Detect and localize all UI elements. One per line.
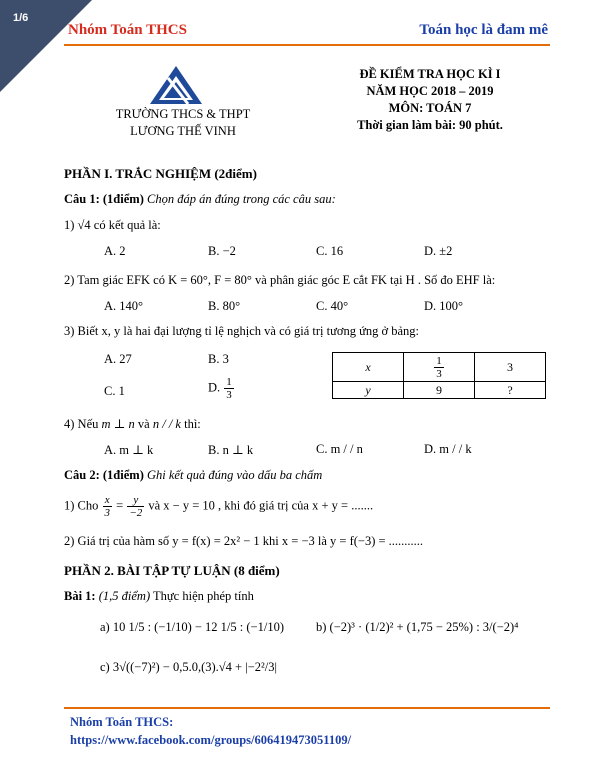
q1-1-prefix: 1) <box>64 218 78 232</box>
exercise1-a <box>100 620 284 635</box>
q1-3-option-c: C. 1 <box>104 384 125 398</box>
q1-3-option-d-label: D. <box>208 380 221 395</box>
q1-3-option-d-fraction: $\frac{1}{3}$ <box>226 376 232 401</box>
table-cell: ? <box>475 382 546 399</box>
exercise1-a-label: a) <box>100 620 110 634</box>
exercise1-heading <box>64 589 254 604</box>
table-row <box>333 353 546 382</box>
q2-2-text: 2) Giá trị của hàm số y = f(x) = 2x² − 1 khi x = −3 là y = f(−3) = ........... <box>64 534 424 548</box>
question2-heading <box>64 468 322 483</box>
table-cell: x <box>333 353 404 382</box>
exercise1-instruction: Thực hiện phép tính <box>153 589 254 603</box>
q1-4-text <box>64 416 201 432</box>
q2-1-fraction-x: $\frac{x}{3}$ <box>104 494 110 519</box>
q2-1-suffix: và x − y = 10 , khi đó giá trị của x + y = ....... <box>148 498 374 513</box>
q1-4-option-b: B. n ⊥ k <box>208 443 254 457</box>
school-logo-icon <box>148 64 204 106</box>
exam-title: ĐỀ KIỂM TRA HỌC KÌ I <box>359 67 501 81</box>
q1-3-option-d <box>208 376 235 401</box>
exercise1-b-expression: (−2)³ · (1/2)² + (1,75 − 25%) : 3/(−2)⁴ <box>329 620 519 634</box>
exam-subject: MÔN: TOÁN 7 <box>388 101 472 115</box>
q1-1-text <box>64 218 161 233</box>
table-cell: 3 <box>475 353 546 382</box>
q1-1-prompt: có kết quả là: <box>90 218 161 232</box>
q1-4-option-c: C. m / / n <box>316 442 363 456</box>
table-cell: $\frac{1}{3}$ <box>404 353 475 382</box>
school-name-line2: LƯƠNG THẾ VINH <box>130 124 236 138</box>
q1-3-option-b: B. 3 <box>208 352 229 366</box>
page-number: 1/6 <box>13 12 29 24</box>
q1-1-option-c: C. 16 <box>316 244 344 258</box>
q1-1-option-b: B. −2 <box>208 244 236 258</box>
q2-1-text <box>64 494 373 519</box>
header-group-name: Nhóm Toán THCS <box>68 22 187 38</box>
q2-1-fraction-y: $\frac{y}{-2}$ <box>129 494 143 519</box>
q1-2-text: 2) Tam giác EFK có K = 60°, F = 80° và phân giác góc E cắt FK tại H . Số đo EHF là: <box>64 273 496 287</box>
question2-instruction: Ghi kết quả đúng vào dấu ba chấm <box>146 468 323 482</box>
q1-4-prefix: 4) Nếu <box>64 417 102 431</box>
exercise1-c-label: c) <box>100 660 110 674</box>
q2-1-prefix: 1) Cho <box>64 498 99 513</box>
q1-1-option-d: D. ±2 <box>424 244 453 258</box>
q1-4-suffix: thì: <box>180 417 201 431</box>
q1-2-option-b: B. 80° <box>208 299 241 313</box>
exercise1-c-expression: 3√((−7)²) − 0,5.0,(3).√4 + |−2²/3| <box>112 660 277 674</box>
q1-1-expression: √4 <box>77 218 91 232</box>
exercise1-label: Bài 1: <box>64 589 96 603</box>
table-cell: y <box>333 382 404 399</box>
q1-4-option-a: A. m ⊥ k <box>104 443 154 457</box>
q1-1-option-a: A. 2 <box>104 244 126 258</box>
exercise1-c <box>100 660 277 675</box>
header-rule <box>64 44 550 46</box>
footer-rule <box>64 707 550 709</box>
question2-label: Câu 2: (1điểm) <box>64 468 144 482</box>
q1-4-expr2: n / / k <box>152 417 181 431</box>
question1-heading <box>64 192 336 207</box>
q2-1-equals: = <box>116 498 124 513</box>
footer-group-link[interactable]: https://www.facebook.com/groups/606419473051109/ <box>70 733 352 747</box>
question1-label: Câu 1: (1điểm) <box>64 192 144 206</box>
exercise1-a-expression: 10 1/5 : (−1/10) − 12 1/5 : (−1/10) <box>112 620 284 634</box>
q1-3-text: 3) Biết x, y là hai đại lượng tỉ lệ nghịch và có giá trị tương ứng ở bảng: <box>64 324 420 338</box>
exercise1-score: (1,5 điểm) <box>98 589 151 603</box>
exam-duration: Thời gian làm bài: 90 phút. <box>357 118 503 132</box>
part1-title: PHẦN I. TRẮC NGHIỆM (2điểm) <box>64 166 257 181</box>
q1-4-option-d: D. m / / k <box>424 442 472 456</box>
q1-4-expr1: m ⊥ n <box>101 417 135 431</box>
school-name-line1: TRƯỜNG THCS & THPT <box>115 107 251 121</box>
exercise1-b <box>316 620 519 635</box>
footer-group-name: Nhóm Toán THCS: <box>70 715 174 729</box>
q1-4-mid: và <box>134 417 153 431</box>
exam-year: NĂM HỌC 2018 – 2019 <box>366 84 494 98</box>
table-row <box>333 382 546 399</box>
exercise1-b-label: b) <box>316 620 327 634</box>
q1-2-option-a: A. 140° <box>104 299 144 313</box>
values-table <box>332 352 546 399</box>
table-cell: 9 <box>404 382 475 399</box>
q1-2-option-c: C. 40° <box>316 299 349 313</box>
q1-2-option-d: D. 100° <box>424 299 464 313</box>
header-slogan: Toán học là đam mê <box>419 22 548 38</box>
q1-3-option-a: A. 27 <box>104 352 132 366</box>
question1-instruction: Chọn đáp án đúng trong các câu sau: <box>146 192 336 206</box>
part2-title: PHẦN 2. BÀI TẬP TỰ LUẬN (8 điểm) <box>64 563 280 578</box>
